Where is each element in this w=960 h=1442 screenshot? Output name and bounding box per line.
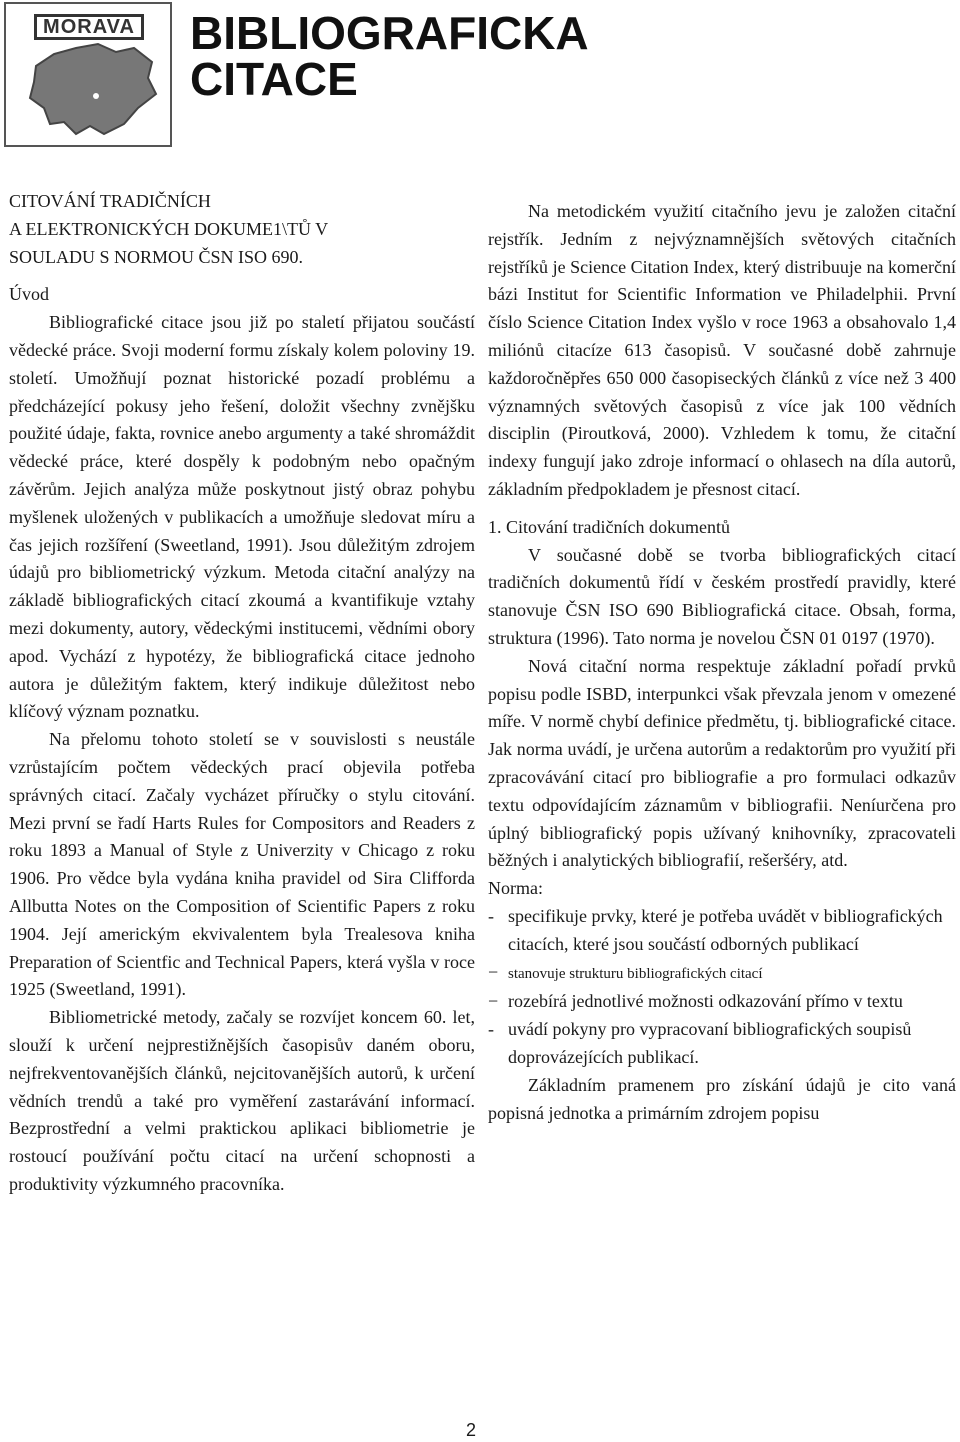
intro-paragraph-2: Na přelomu tohoto století se v souvislosti s neustále vzrůstajícím počtem vědeckých prací objevila potřeba správných citací. Začaly vycházet příručky o stylu citování. Mezi první se řadí Harts Rules for Compositors and Readers z roku 1893 a Manual of Style z Univerzity v Chicago z roku 1906. Pro vědce byla vydána kniha pravidel od Sira Clifforda Allbutta Notes on the Composition of Scientific Papers z roku 1904. Její americkým ekvivalentem byla Trealesova kniha Preparation of Scientfic and Technical Papers, která vyšla v roce 1925 (Sweetland, 1991). — [9, 729, 475, 1000]
list-item: - uvádí pokyny pro vypracovaní bibliografických soupisů doprovázejících publikací. — [488, 1019, 912, 1067]
left-column — [9, 188, 475, 1199]
subtitle-line-1: CITOVÁNÍ TRADIČNÍCH — [9, 191, 211, 211]
list-item: − stanovuje strukturu bibliografických citací — [488, 961, 763, 982]
document-subtitle — [9, 188, 475, 271]
norma-list — [488, 903, 956, 1072]
page-number: 2 — [466, 1420, 477, 1440]
right-column — [488, 198, 956, 1127]
moravia-map-icon — [6, 4, 170, 145]
title-line-1: BIBLIOGRAFICKA — [190, 7, 589, 59]
intro-paragraph-3: Bibliometrické metody, začaly se rozvíjet koncem 60. let, slouží k určení nejprestižnějších časopisův daném oboru, nejfrekventovanějších článků, nejcitovanějších autorů, k určení vědních trendů a také pro vyměření zastarávání informací. Bezprostřední a velmi praktickou aplikaci bibliometrie je rostoucí používání počtu citací na určení schopnosti a produktivity výzkumného pracovníka. — [9, 1007, 475, 1194]
subtitle-line-3: SOULADU S NORMOU ČSN ISO 690. — [9, 246, 304, 267]
intro-heading: Úvod — [9, 284, 49, 305]
intro-paragraph-1: Bibliografické citace jsou již po staletí přijatou součástí vědecké práce. Svoji moderní formu získaly kolem poloviny 19. století. Umožňují poznat historické pozadí problému a předcházející pokusy jeho řešení, doložit všechny zvnějšku použité údaje, fakta, rovnice anebo argumenty a také shromáždit vědecké práce, které dospěly k podobným nebo opačným závěrům. Jejich analýza může poskytnout jistý obraz pohybu myšlenek uložených v publikacích a umožňuje sledovat míru a čas jejich rozšíření (Sweetland, 1991). Jsou důležitým zdrojem údajů pro bibliometrický výzkum. Metoda citační analýzy na základě bibliografických citací zkoumá a kvantifikuje vztahy mezi dokumenty, autory, vědeckými institucemi, vědními obory apod. Vychází z hypotézy, že bibliografická citace jednoho autora je důležitým faktem, který indikuje důležitost nebo klíčový význam poznatku. — [9, 312, 475, 722]
source-paragraph: Základním pramenem pro získání údajů je cito vaná popisná jednotka a primárním zdrojem popisu — [488, 1074, 956, 1123]
citation-index-paragraph: Na metodickém využití citačního jevu je založen citační rejstřík. Jedním z nejvýznamnějších světových citačních rejstříků je Science Citation Index, který distribuuje na komerční bázi Institut for Scientific Information ve Philadelphii. První číslo Science Citation Index vyšlo v roce 1963 a obsahovalo 1,4 miliónů citacíze 613 časopisů. V současné době zahrnuje každoročněpřes 650 000 časopiseckých článků z více než 3 400 významných světových časopisů z více jak 100 vědních disciplin (Piroutková, 2000). Vzhledem k tomu, že citační indexy fungují jako zdroje informací o ohlasech na díla autorů, základním předpokladem je přesnost citací. — [488, 201, 956, 499]
title-line-2: CITACE — [190, 53, 358, 105]
logo-text: MORAVA — [34, 14, 144, 40]
list-item: - specifikuje prvky, které je potřeba uvádět v bibliografických citacích, které jsou součástí odborných publikací — [488, 905, 943, 954]
document-title — [190, 7, 589, 105]
section-heading: 1. Citování tradičních dokumentů — [488, 516, 730, 537]
list-item: − rozebírá jednotlivé možnosti odkazování přímo v textu — [488, 991, 903, 1012]
morava-logo — [4, 2, 172, 147]
norm-paragraph: V současné době se tvorba bibliografických citací tradičních dokumentů řídí v českém prostředí pravidly, které stanovuje ČSN ISO 690 Bibliografická citace. Obsah, forma, struktura (1996). Tato norma je novelou ČSN 01 0197 (1970). — [488, 544, 956, 648]
norma-label: Norma: — [488, 878, 543, 899]
new-norm-paragraph: Nová citační norma respektuje základní pořadí prvků popisu podle ISBD, interpunkci však převzala jenom v omezené míře. V normě chybí definice předmětu, tj. bibliografické citace. Jak norma uvádí, je určena autorům a redaktorům pro využití při zpracovávání citací pro bibliografie a pro formulaci odkazův textu odpovídajícím záznamům v bibliografii. Neníurčena pro úplný bibliografický popis užívaný knihovníky, zpracovateli běžných i analytických bibliografií, rešeršéry, atd. — [488, 655, 956, 871]
subtitle-line-2: A ELEKTRONICKÝCH DOKUME1\TŮ V — [9, 218, 329, 239]
